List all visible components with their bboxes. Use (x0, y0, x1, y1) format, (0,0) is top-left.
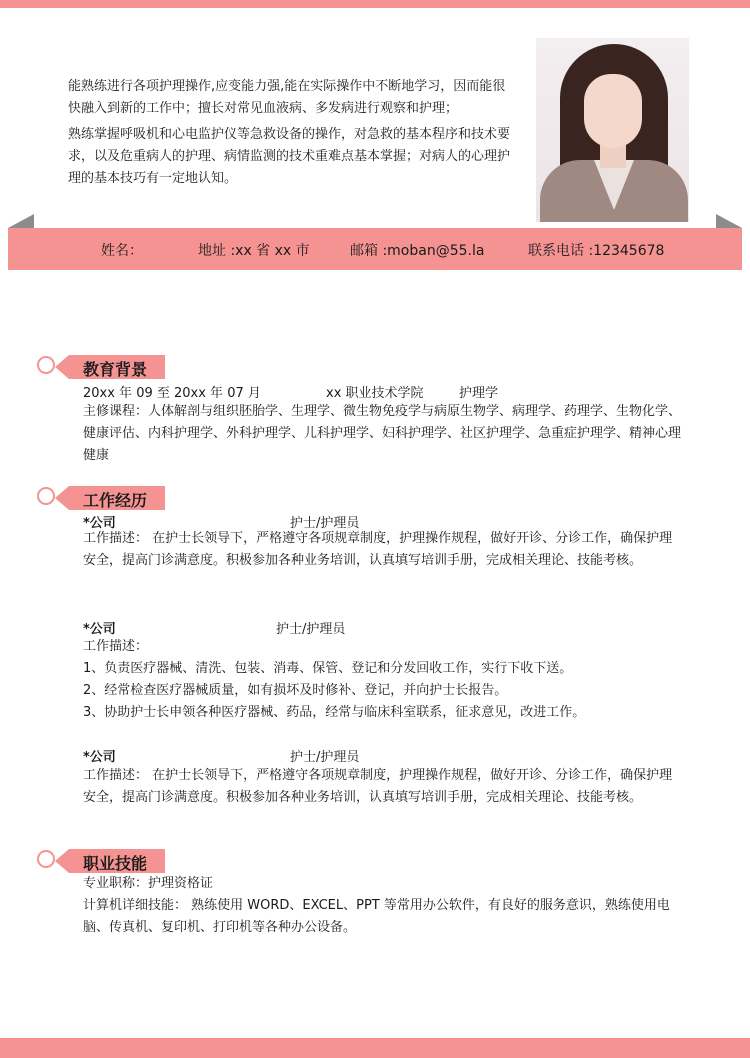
job-company: *公司 (83, 750, 116, 765)
section-title: 教育背景 (83, 360, 148, 379)
job-description (83, 636, 681, 724)
job-duty-item: 2、经常检查医疗器械质量，如有损坏及时修补、登记，并向护士长报告。 (83, 683, 508, 698)
job-role: 护士/护理员 (276, 622, 346, 637)
intro-paragraph: 熟练掌握呼吸机和心电监护仪等急救设备的操作，对急救的基本程序和技术要求，以及危重病人的护理、病情监测的技术重难点基本掌握；对病人的心理护理的基本技巧有一定地认知。 (68, 127, 511, 186)
computer-skills: 计算机详细技能： 熟练使用 WORD、EXCEL、PPT 等常用办公软件，有良好的服务意识，熟练使用电脑、传真机、复印机、打印机等各种办公设备。 (83, 898, 670, 935)
ribbon-fold-right (716, 214, 742, 228)
job-description: 工作描述： 在护士长领导下，严格遵守各项规章制度，护理操作规程，做好开诊、分诊工作，确保护理安全，提高门诊满意度。积极参加各种业务培训，认真填写培训手册，完成相关理论、技能考核。 (83, 531, 673, 568)
job-role: 护士/护理员 (290, 750, 360, 765)
job-company: *公司 (83, 622, 116, 637)
phone-label: 联系电话 :12345678 (528, 243, 665, 259)
education-school: xx 职业技术学院 (326, 386, 424, 401)
contact-info-bar (8, 228, 742, 270)
address-label: 地址 :xx 省 xx 市 (198, 243, 310, 259)
top-accent-bar (0, 0, 750, 8)
bullet-circle-icon (37, 356, 55, 374)
email-label: 邮箱 :moban@55.la (350, 243, 485, 259)
name-label: 姓名： (101, 243, 143, 259)
education-courses: 主修课程：人体解剖与组织胚胎学、生理学、微生物免疫学与病原生物学、病理学、药理学、生物化学、健康评估、内科护理学、外科护理学、儿科护理学、妇科护理学、社区护理学、急重症护理学、精神心理健康 (83, 404, 682, 463)
ribbon-fold-left (8, 214, 34, 228)
job-duty-item: 1、负责医疗器械、清洗、包装、消毒、保管、登记和分发回收工作，实行下收下送。 (83, 661, 573, 676)
self-introduction (68, 76, 513, 194)
intro-paragraph: 能熟练进行各项护理操作,应变能力强,能在实际操作中不断地学习，因而能很快融入到新的工作中；擅长对常见血液病、多发病进行观察和护理； (68, 79, 506, 116)
job-description-label: 工作描述： (83, 639, 149, 654)
professional-title: 专业职称：护理资格证 (83, 876, 214, 891)
bullet-circle-icon (37, 487, 55, 505)
section-title: 工作经历 (83, 491, 148, 510)
skills-content (83, 873, 683, 939)
education-major: 护理学 (459, 386, 499, 401)
work-heading (37, 484, 177, 510)
education-period: 20xx 年 09 至 20xx 年 07 月 (83, 386, 261, 401)
job-description: 工作描述： 在护士长领导下，严格遵守各项规章制度，护理操作规程，做好开诊、分诊工作，确保护理安全，提高门诊满意度。积极参加各种业务培训，认真填写培训手册，完成相关理论、技能考核。 (83, 768, 673, 805)
job-company: *公司 (83, 516, 116, 531)
job-duty-item: 3、协助护士长申领各种医疗器械、药品，经常与临床科室联系，征求意见，改进工作。 (83, 705, 586, 720)
skills-heading (37, 847, 177, 873)
profile-photo (536, 38, 689, 222)
bottom-accent-bar (0, 1038, 750, 1058)
education-heading (37, 353, 177, 379)
bullet-circle-icon (37, 850, 55, 868)
section-title: 职业技能 (83, 854, 148, 873)
job-role: 护士/护理员 (290, 516, 360, 531)
